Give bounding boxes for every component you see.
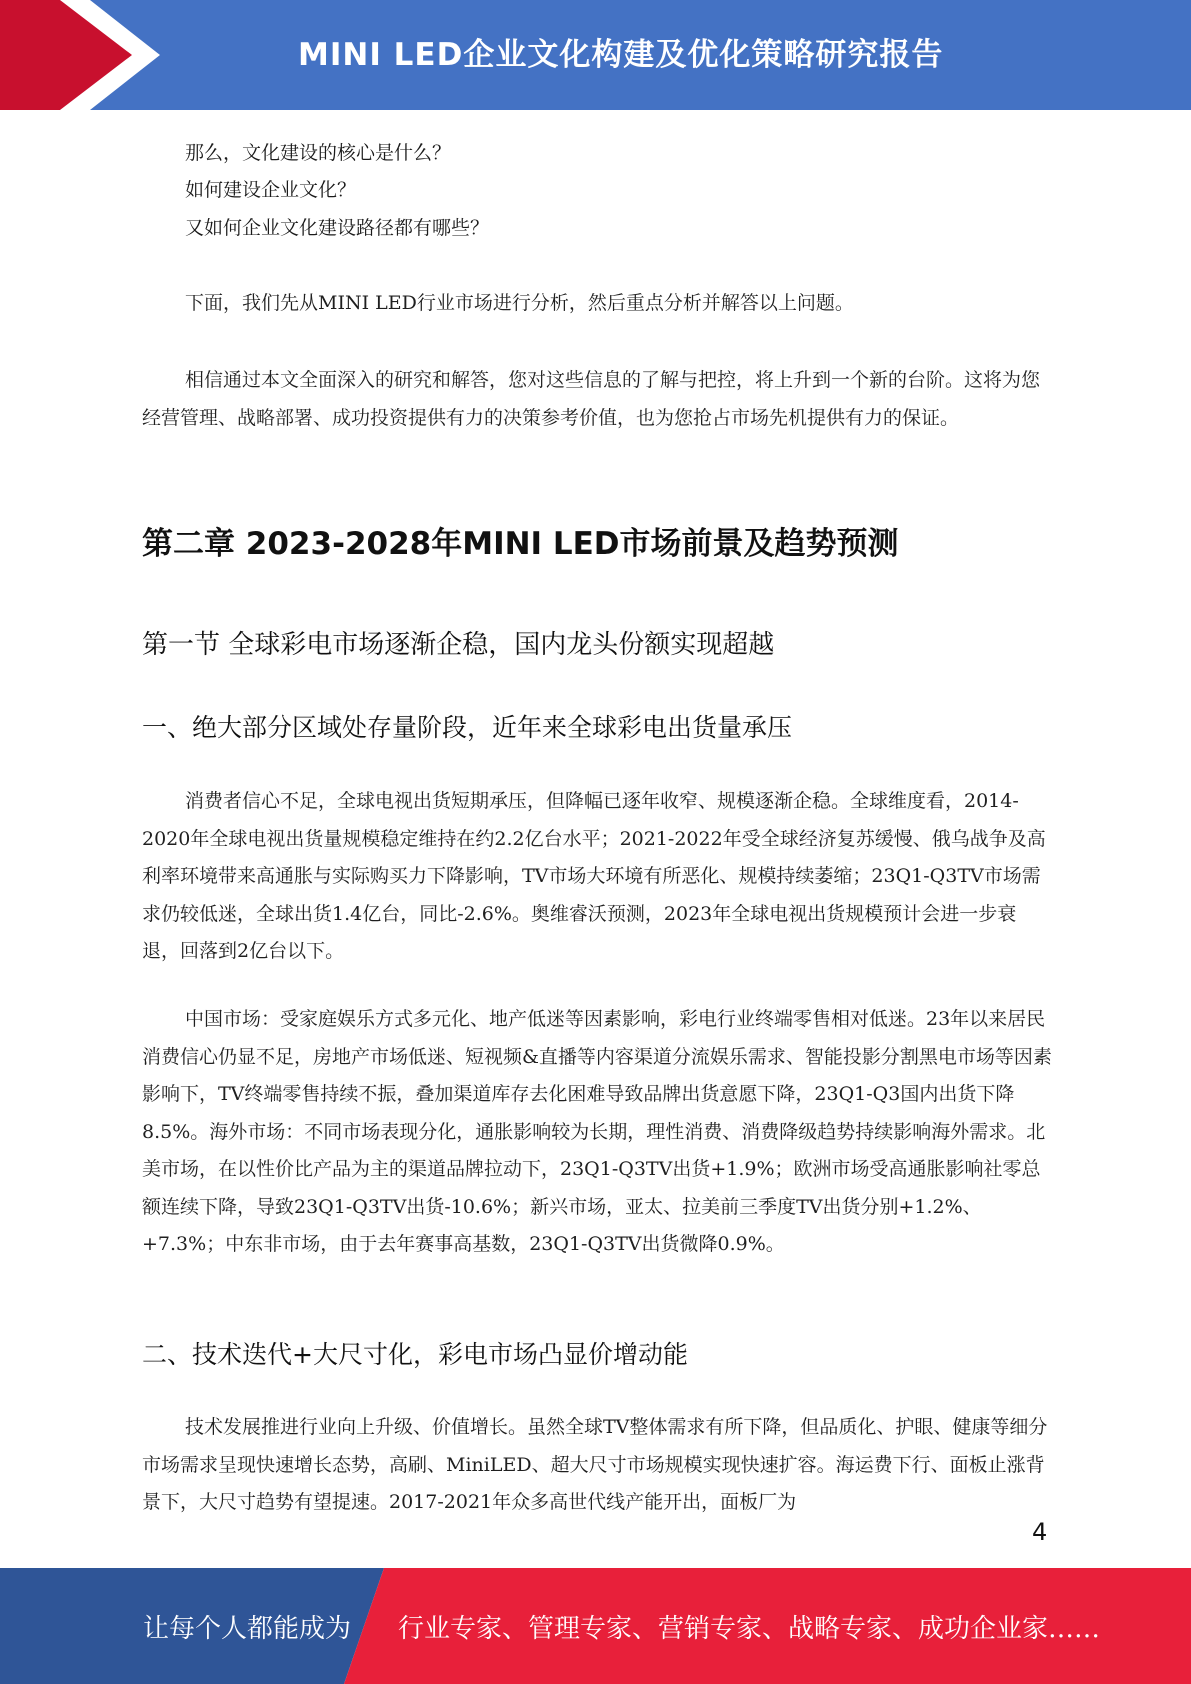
footer-slogan-right: 行业专家、管理专家、营销专家、战略专家、成功企业家…… [398,1614,1101,1644]
page-header [0,0,1191,110]
china-market-paragraph: 中国市场：受家庭娱乐方式多元化、地产低迷等因素影响，彩电行业终端零售相对低迷。23年以来居民消费信心仍显不足，房地产市场低迷、短视频&直播等内容渠道分流娱乐需求、智能投影分割黑电市场等因素影响下，TV终端零售持续不振，叠加渠道库存去化困难导致品牌出货意愿下降，23Q1-Q3国内出货下降8.5%。海外市场：不同市场表现分化，通胀影响较为长期，理性消费、消费降级趋势持续影响海外需求。北美市场，在以性价比产品为主的渠道品牌拉动下，23Q1-Q3TV出货+1.9%；欧洲市场受高通胀影响社零总额连续下降，导致23Q1-Q3TV出货-10.6%；新兴市场，亚太、拉美前三季度TV出货分别+1.2%、+7.3%；中东非市场，由于去年赛事高基数，23Q1-Q3TV出货微降0.9%。 [142,1008,1052,1255]
section-title: 第一节 全球彩电市场逐渐企稳，国内龙头份额实现超越 [142,630,775,660]
subsection-title-1: 一、绝大部分区域处存量阶段，近年来全球彩电出货量承压 [142,713,793,742]
report-title: MINI LED企业文化构建及优化策略研究报告 [298,37,944,73]
tech-paragraph: 技术发展推进行业向上升级、价值增长。虽然全球TV整体需求有所下降，但品质化、护眼、健康等细分市场需求呈现快速增长态势，高刷、MiniLED、超大尺寸市场规模实现快速扩容。海运费下行、面板止涨背景下，大尺寸趋势有望提速。2017-2021年众多高世代线产能开出，面板厂为 [142,1416,1048,1513]
intro-paragraph: 下面，我们先从MINI LED行业市场进行分析，然后重点分析并解答以上问题。 [185,292,854,314]
footer-slogan-left: 让每个人都能成为 [143,1614,352,1644]
page-footer [0,1568,1191,1684]
question-1: 那么，文化建设的核心是什么？ [185,142,452,164]
belief-paragraph: 相信通过本文全面深入的研究和解答，您对这些信息的了解与把控，将上升到一个新的台阶。这将为您经营管理、战略部署、成功投资提供有力的决策参考价值，也为您抢占市场先机提供有力的保证。 [142,369,1041,429]
page-number: 4 [1032,1518,1048,1546]
subsection-title-2: 二、技术迭代+大尺寸化，彩电市场凸显价增动能 [142,1340,688,1369]
question-2: 如何建设企业文化？ [185,179,357,201]
global-market-paragraph: 消费者信心不足，全球电视出货短期承压，但降幅已逐年收窄、规模逐渐企稳。全球维度看，2014-2020年全球电视出货量规模稳定维持在约2.2亿台水平；2021-2022年受全球经济复苏缓慢、俄乌战争及高利率环境带来高通胀与实际购买力下降影响，TV市场大环境有所恶化、规模持续萎缩；23Q1-Q3TV市场需求仍较低迷，全球出货1.4亿台，同比-2.6%。奥维睿沃预测，2023年全球电视出货规模预计会进一步衰退，回落到2亿台以下。 [142,790,1046,962]
question-3: 又如何企业文化建设路径都有哪些？ [185,217,490,239]
chapter-title: 第二章 2023-2028年MINI LED市场前景及趋势预测 [142,526,899,562]
